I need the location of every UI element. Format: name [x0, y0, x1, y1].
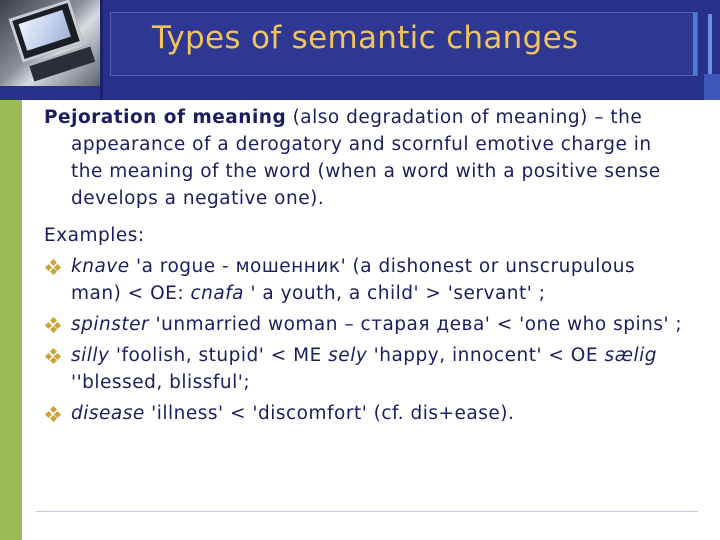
footer-divider [36, 511, 698, 512]
example-gloss: 'a rogue - мошенник' (a dishonest or unscrupulous man) < OE: [71, 256, 636, 304]
example-gloss: 'foolish, stupid' < ME [109, 345, 329, 366]
diamond-bullet-icon [46, 349, 60, 363]
definition-paragraph [44, 104, 684, 212]
examples-label: Examples: [44, 225, 145, 246]
diamond-bullet-icon [46, 407, 60, 421]
list-item [44, 342, 684, 396]
slide-title: Types of semantic changes [152, 20, 579, 56]
example-word: spinster [71, 314, 150, 335]
list-item [44, 400, 684, 427]
etymon-word: sely [328, 345, 368, 366]
etymon-word: cnafa [190, 283, 245, 304]
example-gloss: 'illness' < 'discomfort' (cf. dis+ease). [144, 403, 515, 424]
example-gloss: 'happy, innocent' < OE [367, 345, 605, 366]
header-divider [100, 0, 103, 100]
header-accent-stripe [708, 14, 712, 74]
definition-text: (also degradation of meaning) – the appearance of a derogatory and scornful emotive charge in the meaning of the word (when a word with a positive sense develops a negative one). [71, 107, 661, 209]
example-word: knave [71, 256, 130, 277]
slide-body [44, 104, 684, 427]
example-gloss: 'unmarried woman – старая дева' < 'one who spins' ; [149, 314, 683, 335]
etymon-word: sælig [604, 345, 658, 366]
slide-header [0, 0, 720, 100]
diamond-bullet-icon [46, 318, 60, 332]
definition-term: Pejoration of meaning [44, 107, 287, 128]
list-item [44, 253, 684, 307]
example-word: disease [71, 403, 145, 424]
computer-monitor-photo [0, 0, 100, 86]
example-word: silly [71, 345, 110, 366]
diamond-bullet-icon [46, 260, 60, 274]
header-accent-block [704, 74, 720, 100]
example-gloss: ''blessed, blissful'; [71, 372, 251, 393]
list-item [44, 311, 684, 338]
example-gloss: ' a youth, a child' > 'servant' ; [244, 283, 546, 304]
